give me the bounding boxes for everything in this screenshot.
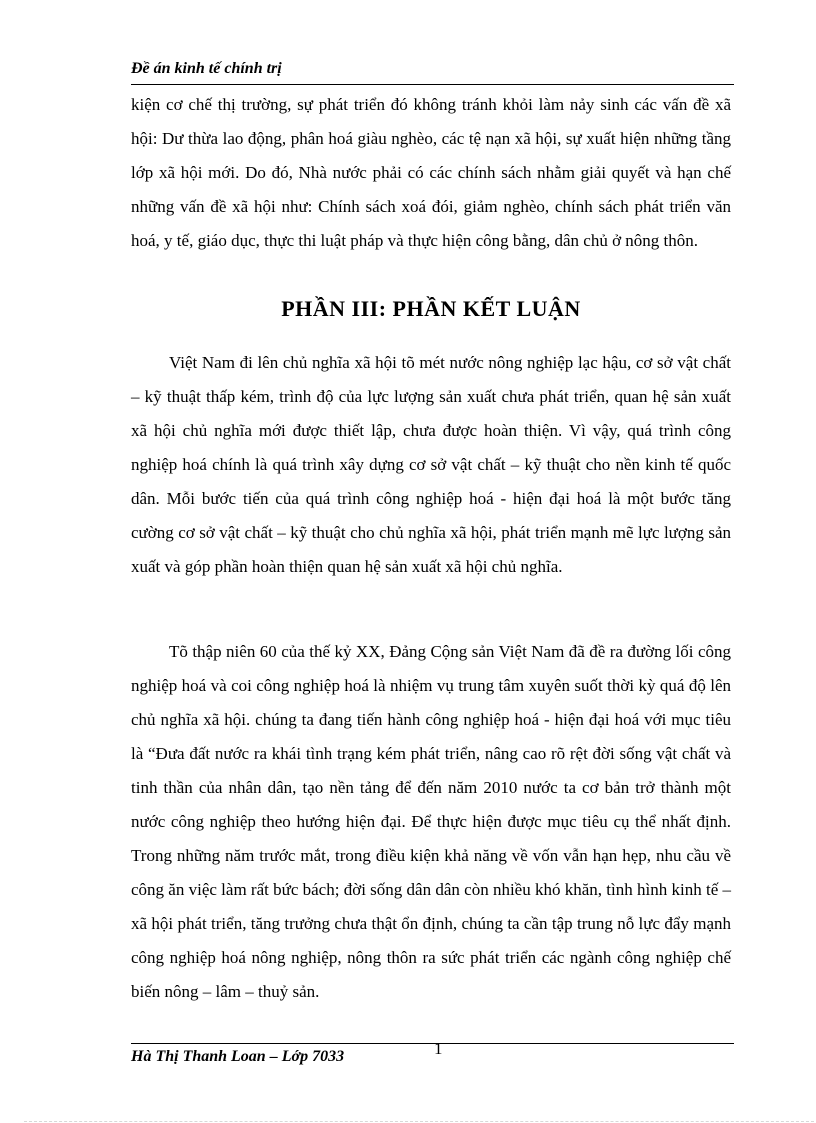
header-title: Đề án kinh tế chính trị [131, 60, 282, 77]
page-header [131, 56, 734, 85]
footer-author: Hà Thị Thanh Loan – Lớp 7033 [131, 1048, 345, 1065]
section-heading: PHẦN III: PHẦN KẾT LUẬN [281, 296, 581, 321]
paragraph-continuation: kiện cơ chế thị trường, sự phát triển đó không tránh khỏi làm nảy sinh các vấn đề xã hội: Dư thừa lao động, phân hoá giàu nghèo, các tệ nạn xã hội, sự xuất hiện những tầng lớp xã hội mới. Do đó, Nhà nước phải có các chính sách nhằm giải quyết và hạn chế những vấn đề xã hội như: Chính sách xoá đói, giảm nghèo, chính sách phát triển văn hoá, y tế, giáo dục, thực thi luật pháp và thực hiện công bằng, dân chủ ở nông thôn. [131, 95, 731, 250]
paragraph-conclusion-2: Tõ thập niên 60 của thế kỷ XX, Đảng Cộng sản Việt Nam đã đề ra đường lối công nghiệp hoá và coi công nghiệp hoá là nhiệm vụ trung tâm xuyên suốt thời kỳ quá độ lên chủ nghĩa xã hội. chúng ta đang tiến hành công nghiệp hoá - hiện đại hoá với mục tiêu là “Đưa đất nước ra khái tình trạng kém phát triển, nâng cao rõ rệt đời sống vật chất và tinh thần của nhân dân, tạo nền tảng để đến năm 2010 nước ta cơ bản trở thành một nước công nghiệp theo hướng hiện đại. Để thực hiện được mục tiêu cụ thể nhất định. Trong những năm trước mắt, trong điều kiện khả năng về vốn vẫn hạn hẹp, nhu cầu về công ăn việc làm rất bức bách; đời sống dân dân còn nhiều khó khăn, tình hình kinh tế – xã hội phát triển, tăng trưởng chưa thật ổn định, chúng ta cần tập trung nỗ lực đẩy mạnh công nghiệp hoá nông nghiệp, nông thôn ra sức phát triển các ngành công nghiệp chế biến nông – lâm – thuỷ sản. [131, 642, 731, 1001]
paragraph-conclusion-1: Việt Nam đi lên chủ nghĩa xã hội tõ mét nước nông nghiệp lạc hậu, cơ sở vật chất – kỹ thuật thấp kém, trình độ của lực lượng sản xuất chưa phát triển, quan hệ sản xuất xã hội chủ nghĩa mới được thiết lập, chưa được hoàn thiện. Vì vậy, quá trình công nghiệp hoá chính là quá trình xây dựng cơ sở vật chất – kỹ thuật cho nền kinh tế quốc dân. Mỗi bước tiến của quá trình công nghiệp hoá - hiện đại hoá là một bước tăng cường cơ sở vật chất – kỹ thuật cho chủ nghĩa xã hội, phát triển mạnh mẽ lực lượng sản xuất và góp phần hoàn thiện quan hệ sản xuất xã hội chủ nghĩa. [131, 353, 731, 576]
page-number: 1 [434, 1039, 443, 1058]
page-bottom-divider [24, 1121, 814, 1122]
page-footer [131, 1039, 734, 1074]
